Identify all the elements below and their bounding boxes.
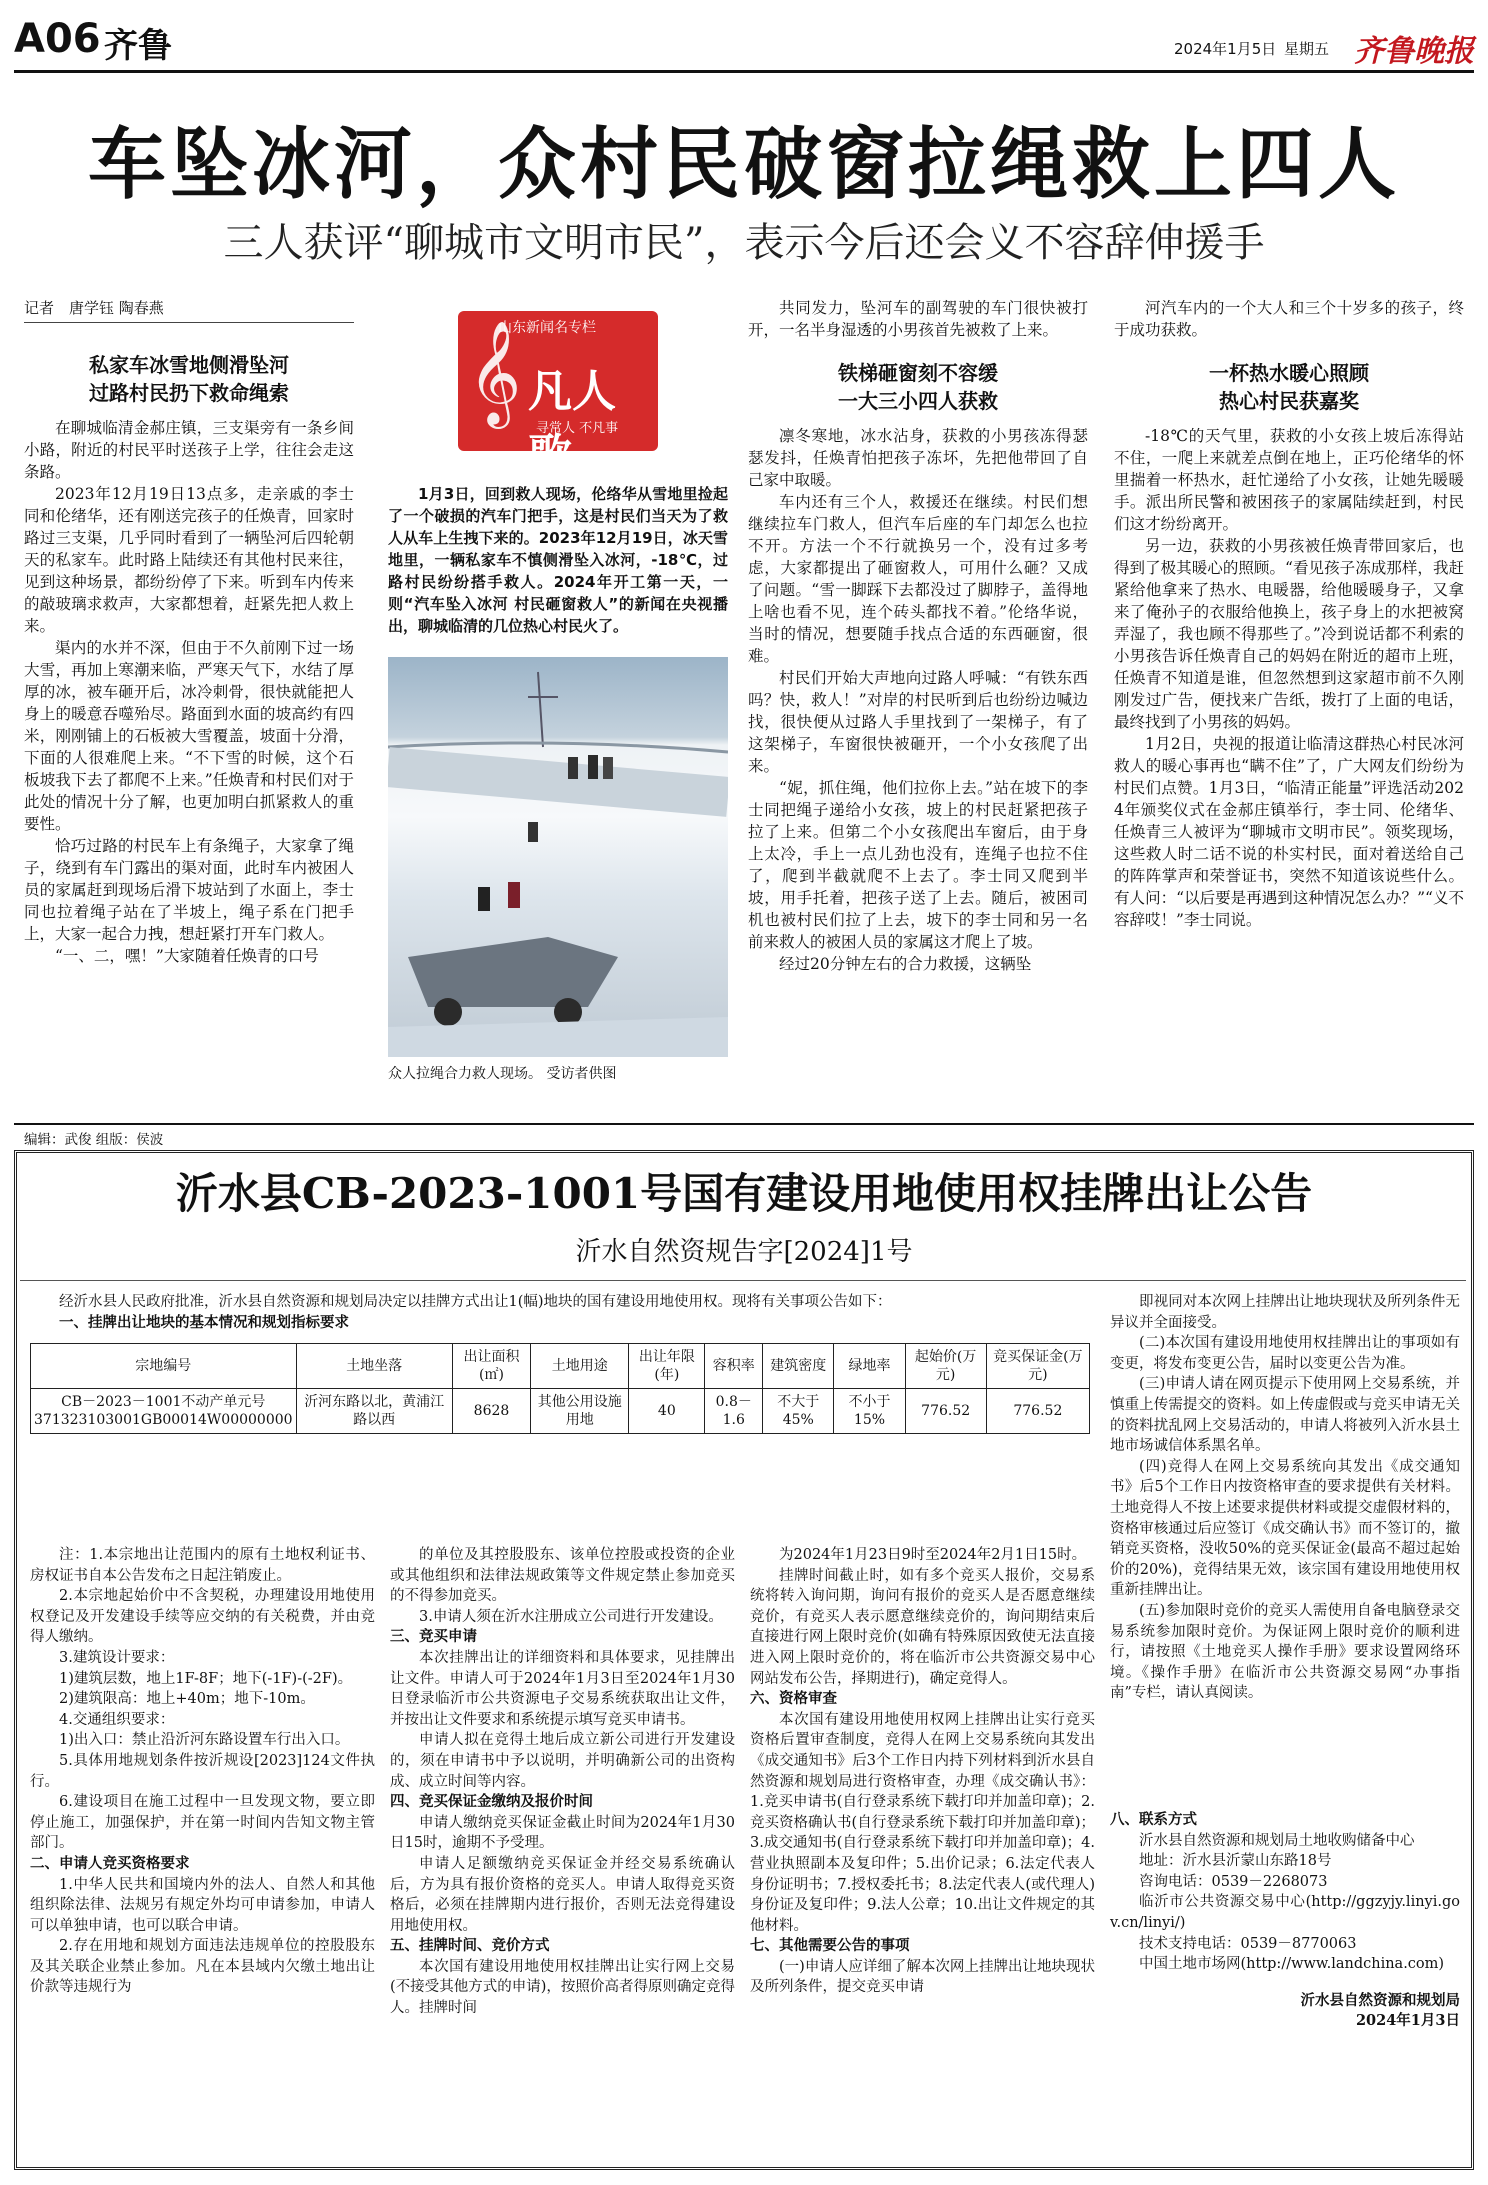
- ad-paragraph: 1.中华人民共和国境内外的法人、自然人和其他组织除法律、法规另有规定外均可申请参加，申请人可以单独申请，也可以联合申请。: [30, 1876, 375, 1934]
- ad-paragraph: (二)本次国有建设用地使用权挂牌出让的事项如有变更，将发布变更公告，届时以变更公告为准。: [1110, 1335, 1460, 1372]
- ad-col-a: [30, 1545, 375, 1998]
- table-cell: 0.8－1.6: [705, 1389, 763, 1434]
- page-number: A06: [14, 16, 101, 62]
- table-cell: 40: [629, 1389, 705, 1434]
- ad-section-heading: 三、竞买申请: [390, 1628, 477, 1646]
- table-header-cell: 容积率: [705, 1344, 763, 1389]
- table-header-cell: 起始价(万元): [905, 1344, 986, 1389]
- ad-contact-line: 地址：沂水县沂蒙山东路18号: [1139, 1853, 1332, 1870]
- table-row: [31, 1389, 1090, 1434]
- ad-contact-line: 临沂市公共资源交易中心(http://ggzyjy.linyi.gov.cn/linyi/): [1110, 1894, 1460, 1931]
- editors-rule: [14, 1123, 1474, 1125]
- editors-line: 编辑：武俊 组版：侯波: [24, 1132, 164, 1148]
- ad-sec1: 一、挂牌出让地块的基本情况和规划指标要求: [59, 1313, 349, 1331]
- issue-date: 2024年1月5日: [1174, 40, 1277, 58]
- subhead-3: [1114, 359, 1464, 415]
- issue-weekday: 星期五: [1284, 40, 1330, 58]
- col4-top-body: [1114, 297, 1464, 341]
- ad-paragraph: 本次国有建设用地使用权网上挂牌出让实行竞买资格后置审查制度，竞得人在网上交易系统向其发出《成交通知书》后3个工作日内持下列材料到沂水县自然资源和规划局进行资格审查，办理《成交确认书》：1.竞买申请书(自行登录系统下载打印并加盖印章)；2.竞买资格确认书(自行登录系统下载打印并加盖印章)；3.成交通知书(自行登录系统下载打印并加盖印章)；4.营业执照副本及复印件；5.出价记录；6.法定代表人身份证明书；7.授权委托书；8.法定代表人(或代理人)身份证及复印件；9.法人公章；10.出让文件规定的其他材料。: [750, 1711, 1095, 1934]
- ad-paragraph: (一)申请人应详细了解本次网上挂牌出让地块现状及所列条件，提交竞买申请: [750, 1958, 1095, 1996]
- column-badge-top: 山东新闻名专栏: [498, 320, 596, 336]
- paragraph: 渠内的水并不深，但由于不久前刚下过一场大雪，再加上寒潮来临，严寒天气下，水结了厚厚的冰，被车砸开后，冰冷刺骨，很快就能把人身上的暖意吞噬殆尽。路面到水面的坡高约有四米，刚刚铺上的石板被大雪覆盖，坡面十分滑，下面的人很难爬上来。“不下雪的时候，这个石板坡我下去了都爬不上来。”任焕青和村民们对于此处的情况十分了解，也更加明白抓紧救人的重要性。: [24, 639, 354, 833]
- paragraph: 恰巧过路的村民车上有条绳子，大家拿了绳子，绕到有车门露出的渠对面，此时车内被困人员的家属赶到现场后滑下坡站到了水面上，李士同也拉着绳子站在了半坡上，绳子系在门把手上，大家一起合力拽，想赶紧打开车门救人。: [24, 837, 354, 943]
- ad-intro: 经沂水县人民政府批准，沂水县自然资源和规划局决定以挂牌方式出让1(幅)地块的国有建设用地使用权。现将有关事项公告如下：: [59, 1294, 892, 1310]
- ad-paragraph: 申请人拟在竞得土地后成立新公司进行开发建设的，须在申请书中予以说明，并明确新公司的出资构成、成立时间等内容。: [390, 1732, 735, 1790]
- ad-paragraph: (五)参加限时竞价的竞买人需使用自备电脑登录交易系统参加限时竞价。为保证网上限时竞价的顺利进行，请按照《土地竞买人操作手册》要求设置网络环境。《操作手册》在临沂市公共资源交易网“办事指南”专栏，请认真阅读。: [1110, 1602, 1460, 1702]
- ad-paragraph: (四)竞得人在网上交易系统向其发出《成交通知书》后5个工作日内按资格审查的要求提供有关材料。土地竞得人不按上述要求提供材料或提交虚假材料的，资格审核通过后应签订《成交确认书》而不签订的，撤销竞买资格，没收50%的竞买保证金(最高不超过起始价的20%)，竞得结果无效，该宗国有建设用地使用权重新挂牌出让。: [1110, 1458, 1460, 1599]
- subheadline: 三人获评“聊城市文明市民”，表示今后还会义不容辞伸援手: [223, 220, 1265, 266]
- ad-note: 5.具体用地规划条件按沂规设[2023]124文件执行。: [30, 1752, 375, 1790]
- ad-paragraph: 的单位及其控股股东、该单位控股或投资的企业或其他组织和法律法规政策等文件规定禁止参加竞买的不得参加竞买。: [390, 1547, 735, 1605]
- rescue-photo: [388, 657, 728, 1057]
- ad-section-heading: 七、其他需要公告的事项: [750, 1937, 910, 1955]
- paragraph: 另一边，获救的小男孩被任焕青带回家后，也得到了极其暖心的照顾。“看见孩子冻成那样，我赶紧给他拿来了热水、电暖器，给他暖暖身子，又拿来了俺孙子的衣服给他换上，孩子身上的水把被窝弄湿了，我也顾不得那些了。”冷到说话都不利索的小男孩告诉任焕青自己的妈妈在附近的超市上班，任焕青不知道是谁，但忽然想到这家超市前不久刚刚发过广告，便找来广告纸，拨打了上面的电话，最终找到了小男孩的妈妈。: [1114, 537, 1464, 731]
- subhead-2-line2: 一大三小四人获救: [838, 389, 998, 413]
- ad-rule: [20, 1280, 1466, 1281]
- ad-signer: 沂水县自然资源和规划局: [1300, 1991, 1460, 2009]
- ad-note: 2)建筑限高：地上+40m；地下-10m。: [59, 1691, 315, 1708]
- col1-body: [24, 417, 354, 967]
- ad-paragraph: 即视同对本次网上挂牌出让地块现状及所列条件无异议并全面接受。: [1110, 1294, 1460, 1331]
- byline-names: 唐学钰 陶春燕: [69, 299, 164, 317]
- ad-note: 2.本宗地起始价中不含契税，办理建设用地使用权登记及开发建设手续等应交纳的有关税费，并由竞得人缴纳。: [30, 1588, 375, 1646]
- ad-note: 注：1.本宗地出让范围内的原有土地权利证书、房权证书自本公告发布之日起注销废止。: [30, 1547, 375, 1584]
- ad-sign-date: 2024年1月3日: [1355, 2012, 1460, 2030]
- newspaper-logo: 齐鲁晚报: [1354, 34, 1474, 69]
- col3-body: [748, 425, 1088, 975]
- ad-paragraph: 挂牌时间截止时，如有多个竞买人报价，交易系统将转入询问期，询问有报价的竞买人是否愿意继续竞价，有竞买人表示愿意继续竞价的，询问期结束后直接进行网上限时竞价(如确有特殊原因致使无法直接进入网上限时竞价的，将在临沂市公共资源交易中心网站发布公告，择期进行)，确定竞得人。: [750, 1567, 1095, 1687]
- ad-note: 4.交通组织要求：: [59, 1711, 175, 1728]
- ad-title: 沂水县CB-2023-1001号国有建设用地使用权挂牌出让公告: [175, 1169, 1313, 1218]
- ad-paragraph: 本次国有建设用地使用权挂牌出让实行网上交易(不接受其他方式的申请)，按照价高者得原则确定竞得人。挂牌时间: [390, 1958, 735, 2017]
- table-header-cell: 竞买保证金(万元): [986, 1344, 1089, 1389]
- ad-paragraph: (三)申请人请在网页提示下使用网上交易系统，并慎重上传需提交的资料。如上传虚假或与竞买申请无关的资料扰乱网上交易活动的，申请人将被列入沂水县土地市场诚信体系黑名单。: [1110, 1376, 1460, 1455]
- treble-clef-icon: 𝄞: [468, 320, 522, 425]
- parcel-table: [30, 1343, 1090, 1434]
- col3-top-body: [748, 297, 1088, 341]
- paragraph: 车内还有三个人，救援还在继续。村民们想继续拉车门救人，但汽车后座的车门却怎么也拉不开。方法一个不行就换另一个，没有过多考虑，大家都提出了砸窗救人，可用什么砸？又成了问题。“雪一脚踩下去都没过了脚脖子，盖得地上啥也看不见，连个砖头都找不着。”伦络华说，当时的情况，想要随手找点合适的东西砸窗，很难。: [748, 493, 1088, 665]
- table-cell: 776.52: [905, 1389, 986, 1434]
- ad-col-b: [390, 1545, 735, 2019]
- ad-col-d: [1110, 1810, 1460, 2032]
- photo-caption: 众人拉绳合力救人现场。 受访者供图: [388, 1066, 617, 1082]
- ad-note: 1)出入口：禁止沿沂河东路设置车行出入口。: [59, 1732, 350, 1749]
- subhead-1-line2: 过路村民扔下救命绳索: [89, 381, 289, 405]
- ad-paragraph: 申请人缴纳竞买保证金截止时间为2024年1月30日15时，逾期不予受理。: [390, 1814, 735, 1852]
- article-lead: 1月3日，回到救人现场，伦络华从雪地里捡起了一个破损的汽车门把手，这是村民们当天为了救人从车上生拽下来的。2023年12月19日，冰天雪地里，一辆私家车不慎侧滑坠入冰河，-18℃，过路村民纷纷搭手救人。2024年开工第一天，一则“汽车坠入冰河 村民砸窗救人”的新闻在央视播出，聊城临清的几位热心村民火了。: [388, 485, 728, 635]
- subhead-1-line1: 私家车冰雪地侧滑坠河: [89, 353, 289, 377]
- ad-paragraph: 3.申请人须在沂水注册成立公司进行开发建设。: [419, 1608, 723, 1625]
- column-badge-tagline: 寻常人 不凡事: [536, 421, 619, 436]
- table-cell: 776.52: [986, 1389, 1089, 1434]
- subhead-2: [748, 359, 1088, 415]
- table-header-cell: 土地用途: [531, 1344, 629, 1389]
- paragraph: 在聊城临清金郝庄镇，三支渠旁有一条乡间小路，附近的村民平时送孩子上学，往往会走这条路。: [24, 419, 354, 481]
- ad-docno: 沂水自然资规告字[2024]1号: [575, 1237, 913, 1267]
- rescue-photo-drawing: [388, 657, 728, 1057]
- col4-body: [1114, 425, 1464, 931]
- article-col-4: [1114, 297, 1464, 931]
- ad-col-c: [750, 1545, 1095, 1998]
- ad-intro-block: [30, 1292, 1090, 1434]
- article-col-2: [388, 297, 728, 1083]
- table-cell: 8628: [452, 1389, 530, 1434]
- ad-right-top: [1110, 1292, 1460, 1704]
- table-header-cell: 出让年限(年): [629, 1344, 705, 1389]
- paragraph: 凛冬寒地，冰水沾身，获救的小男孩冻得瑟瑟发抖，任焕青怕把孩子冻坏，先把他带回了自己家中取暖。: [748, 427, 1088, 489]
- paragraph: 村民们开始大声地向过路人呼喊：“有铁东西吗？快，救人！”对岸的村民听到后也纷纷边喊边找，很快便从过路人手里找到了一架梯子，有了这架梯子，车窗很快被砸开，一个小女孩爬了出来。: [748, 669, 1088, 775]
- paragraph: “妮，抓住绳，他们拉你上去。”站在坡下的李士同把绳子递给小女孩，坡上的村民赶紧把孩子拉了上来。但第二个小女孩爬出车窗后，由于身上太冷，手上一点儿劲也没有，连绳子也拉不住了，爬到半截就爬不上去了。李士同又爬到半坡，用手托着，把孩子送了上去。随后，被困司机也被村民们拉了上去，坡下的李士同和另一名前来救人的被困人员的家属这才爬上了坡。: [748, 779, 1088, 951]
- article-col-1: [24, 297, 354, 967]
- table-header-cell: 出让面积(㎡): [452, 1344, 530, 1389]
- ad-note: 6.建设项目在施工过程中一旦发现文物，要立即停止施工，加强保护，并在第一时间内告知文物主管部门。: [30, 1794, 375, 1852]
- subhead-2-line1: 铁梯砸窗刻不容缓: [838, 361, 998, 385]
- paragraph: 2023年12月19日13点多，走亲戚的李士同和伦绪华，还有刚送完孩子的任焕青，回家时路过三支渠，几乎同时看到了一辆坠河后四轮朝天的私家车。此时路上陆续还有其他村民来往，见到这种场景，都纷纷停了下来。听到车内传来的敲玻璃求救声，大家都想着，赶紧先把人救上来。: [24, 485, 354, 635]
- table-cell: 其他公用设施用地: [531, 1389, 629, 1434]
- ad-contact-line: 技术支持电话：0539－8770063: [1139, 1935, 1357, 1952]
- masthead-rule: [14, 70, 1474, 73]
- paragraph: 1月2日，央视的报道让临清这群热心村民冰河救人的暖心事再也“瞒不住”了，广大网友们纷纷为村民们点赞。1月3日，“临清正能量”评选活动2024年颁奖仪式在金郝庄镇举行，李士同、伦绪华、任焕青三人被评为“聊城市文明市民”。领奖现场，这些救人时二话不说的朴实村民，面对着送给自己的阵阵掌声和荣誉证书，突然不知道该说些什么。有人问：“以后要是再遇到这种情况怎么办？”“义不容辞哎！”李士同说。: [1114, 735, 1464, 929]
- ad-paragraph: 2.存在用地和规划方面违法违规单位的控股股东及其关联企业禁止参加。凡在本县域内欠缴土地出让价款等违规行为: [30, 1938, 375, 1996]
- subhead-3-line1: 一杯热水暖心照顾: [1209, 361, 1369, 385]
- paragraph: “一、二，嘿！”大家随着任焕青的口号: [55, 947, 319, 965]
- ad-contact-line: 中国土地市场网(http://www.landchina.com): [1139, 1956, 1445, 1973]
- table-header-cell: 建筑密度: [763, 1344, 834, 1389]
- ad-paragraph: 为2024年1月23日9时至2024年2月1日15时。: [779, 1547, 1087, 1563]
- ad-section-heading: 八、联系方式: [1110, 1811, 1197, 1828]
- table-header-cell: 宗地编号: [31, 1344, 297, 1389]
- ad-note: 3.建筑设计要求：: [59, 1649, 175, 1666]
- byline: [24, 297, 354, 323]
- table-header-cell: 土地坐落: [296, 1344, 452, 1389]
- section-name: 齐鲁: [104, 26, 172, 66]
- ad-section-heading: 六、资格审查: [750, 1690, 837, 1708]
- paragraph: 经过20分钟左右的合力救援，这辆坠: [779, 955, 1032, 973]
- masthead: [14, 12, 1474, 72]
- paragraph: 河汽车内的一个大人和三个十岁多的孩子，终于成功获救。: [1114, 299, 1464, 339]
- subhead-1: [24, 351, 354, 407]
- table-cell: CB－2023－1001不动产单元号371323103001GB00014W00000000: [31, 1389, 297, 1434]
- table-cell: 不大于45%: [763, 1389, 834, 1434]
- paragraph: -18℃的天气里，获救的小女孩上坡后冻得站不住，一爬上来就差点倒在地上，正巧伦绪华的怀里揣着一杯热水，赶忙递给了小女孩，让她先暖暖手。派出所民警和被困孩子的家属陆续赶到，村民们这才纷纷离开。: [1114, 427, 1464, 533]
- subhead-3-line2: 热心村民获嘉奖: [1219, 389, 1359, 413]
- headline: 车坠冰河，众村民破窗拉绳救上四人: [87, 119, 1400, 210]
- byline-label: 记者: [24, 299, 55, 317]
- table-header-row: [31, 1344, 1090, 1389]
- ad-section-heading: 四、竞买保证金缴纳及报价时间: [390, 1793, 593, 1811]
- table-cell: 沂河东路以北，黄浦江路以西: [296, 1389, 452, 1434]
- ad-contact-line: 沂水县自然资源和规划局土地收购储备中心: [1139, 1832, 1415, 1849]
- ad-note: 1)建筑层数，地上1F-8F；地下(-1F)-(-2F)。: [59, 1670, 353, 1687]
- ad-paragraph: 申请人足额缴纳竞买保证金并经交易系统确认后，方为具有报价资格的竞买人。申请人取得竞买资格后，必须在挂牌期内进行报价，否则无法竞得建设用地使用权。: [390, 1855, 735, 1934]
- column-badge: [458, 311, 658, 481]
- table-header-cell: 绿地率: [834, 1344, 905, 1389]
- article-col-3: [748, 297, 1088, 975]
- ad-section-heading: 二、申请人竞买资格要求: [30, 1854, 190, 1872]
- ad-contact-line: 咨询电话：0539－2268073: [1139, 1873, 1328, 1890]
- ad-section-heading: 五、挂牌时间、竞价方式: [390, 1937, 550, 1955]
- paragraph: 共同发力，坠河车的副驾驶的车门很快被打开，一名半身湿透的小男孩首先被救了上来。: [748, 299, 1088, 339]
- ad-paragraph: 本次挂牌出让的详细资料和具体要求，见挂牌出让文件。申请人可于2024年1月3日至2024年1月30日登录临沂市公共资源电子交易系统获取出让文件，并按出让文件要求和系统提示填写竞买申请书。: [390, 1649, 735, 1728]
- table-cell: 不小于15%: [834, 1389, 905, 1434]
- column-badge-name: 凡人歌: [528, 366, 616, 481]
